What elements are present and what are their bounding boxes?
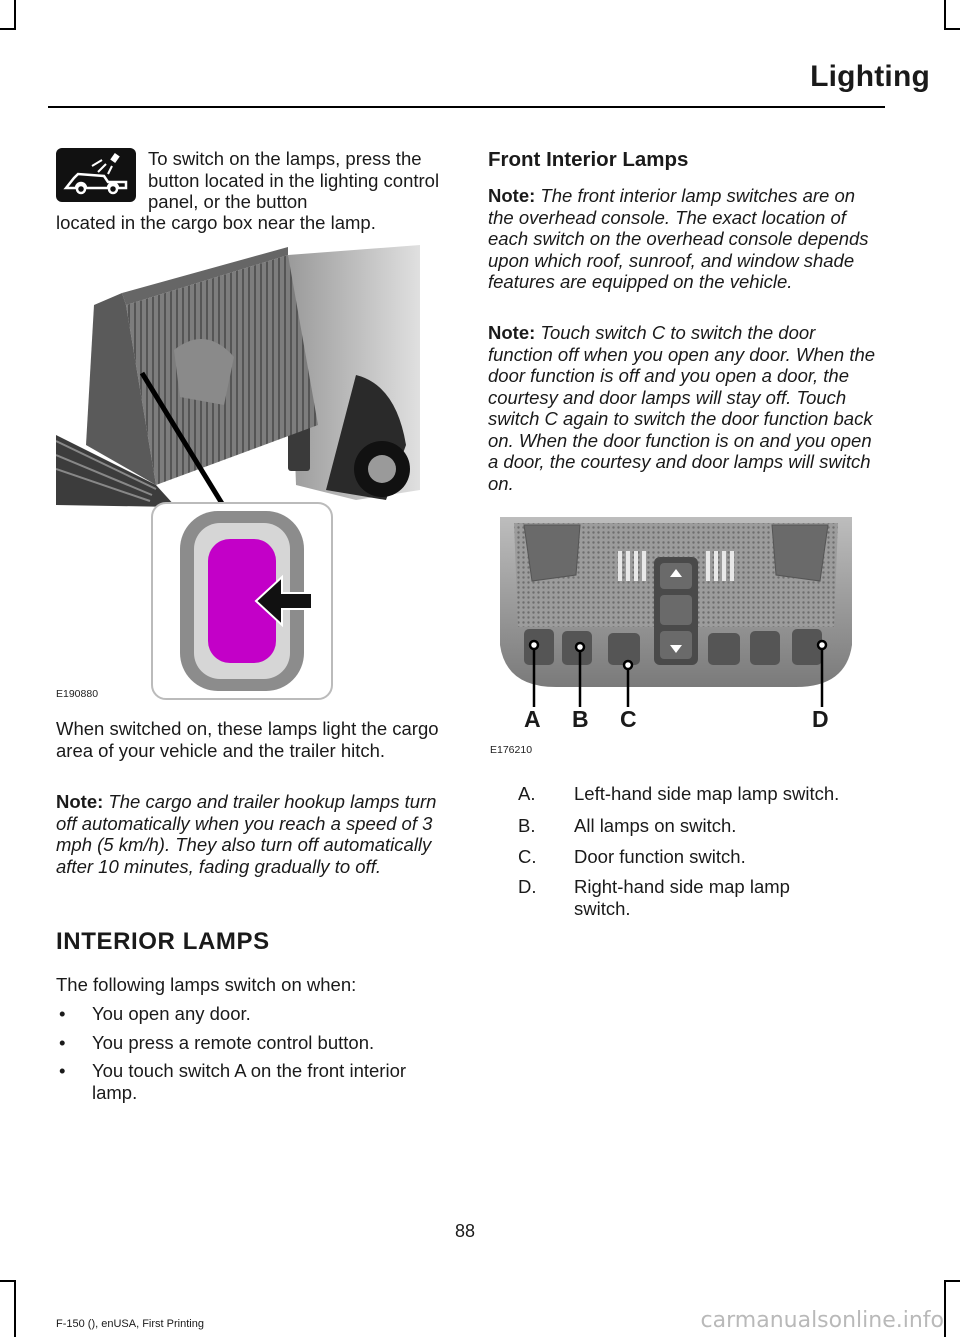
- crop-mark: [944, 1280, 946, 1337]
- cargo-box-figure: [56, 245, 420, 703]
- bullet: •: [59, 1031, 66, 1053]
- list-item: • You press a remote control button.: [56, 1032, 448, 1054]
- list-item: • You open any door.: [56, 1003, 448, 1025]
- legend-item: B. All lamps on switch.: [518, 815, 737, 836]
- legend-item: C. Door function switch.: [518, 846, 746, 867]
- list-item: • You touch switch A on the front interior lamp.: [56, 1060, 448, 1103]
- crop-mark: [944, 28, 960, 30]
- intro-paragraph-continued: located in the cargo box near the lamp.: [56, 212, 376, 233]
- callout-b: B: [572, 706, 589, 732]
- edition-footer: F-150 (), enUSA, First Printing: [56, 1318, 204, 1330]
- section-heading: INTERIOR LAMPS: [56, 928, 270, 955]
- crop-mark: [0, 1280, 16, 1282]
- crop-mark: [14, 0, 16, 30]
- overhead-console-figure: [496, 515, 856, 735]
- crop-mark: [0, 28, 16, 30]
- bullet: •: [59, 1060, 66, 1081]
- cargo-lamps-description: When switched on, these lamps light the cargo area of your vehicle and the trailer hitch.: [56, 718, 439, 761]
- bullet: •: [59, 1003, 66, 1024]
- page-title: Lighting: [810, 60, 930, 93]
- crop-mark: [944, 0, 946, 30]
- header-divider: [48, 106, 885, 108]
- crop-mark: [944, 1280, 960, 1282]
- door-function-note: Note: Touch switch C to switch the door function off when you open any door. When the door function is off and you open a door, the courtesy and door lamps will stay off. Touch switch C again to switch the door function back on. When the door function is on and you open a door, the courtesy and door lamps will switch on.: [488, 322, 876, 494]
- cargo-lamp-icon: [56, 148, 136, 202]
- interior-lamp-triggers-list: [56, 1003, 448, 1110]
- section-intro: The following lamps switch on when:: [56, 974, 357, 995]
- figure-code: E176210: [490, 744, 533, 756]
- callout-c: C: [620, 706, 637, 732]
- page-number: 88: [454, 1221, 476, 1241]
- watermark: carmanualsonline.info: [700, 1308, 944, 1333]
- subsection-heading: Front Interior Lamps: [488, 148, 689, 171]
- callout-d: D: [812, 706, 829, 732]
- callout-a: A: [524, 706, 541, 732]
- cargo-lamps-note: Note: The cargo and trailer hookup lamps turn off automatically when you reach a speed of 3 mph (5 km/h). They also turn off automatically after 10 minutes, fading gradually to off.: [56, 791, 437, 877]
- legend-item: A. Left-hand side map lamp switch.: [518, 783, 840, 804]
- legend-item: D. Right-hand side map lamp switch.: [518, 876, 790, 919]
- overhead-console-note: Note: The front interior lamp switches are on the overhead console. The exact location of each switch on the overhead console depends upon which roof, sunroof, and window shade features are equipped on the vehicle.: [488, 185, 869, 292]
- figure-code: E190880: [56, 688, 99, 700]
- crop-mark: [14, 1280, 16, 1337]
- intro-paragraph: To switch on the lamps, press the button located in the lighting control panel, or the button: [148, 148, 440, 212]
